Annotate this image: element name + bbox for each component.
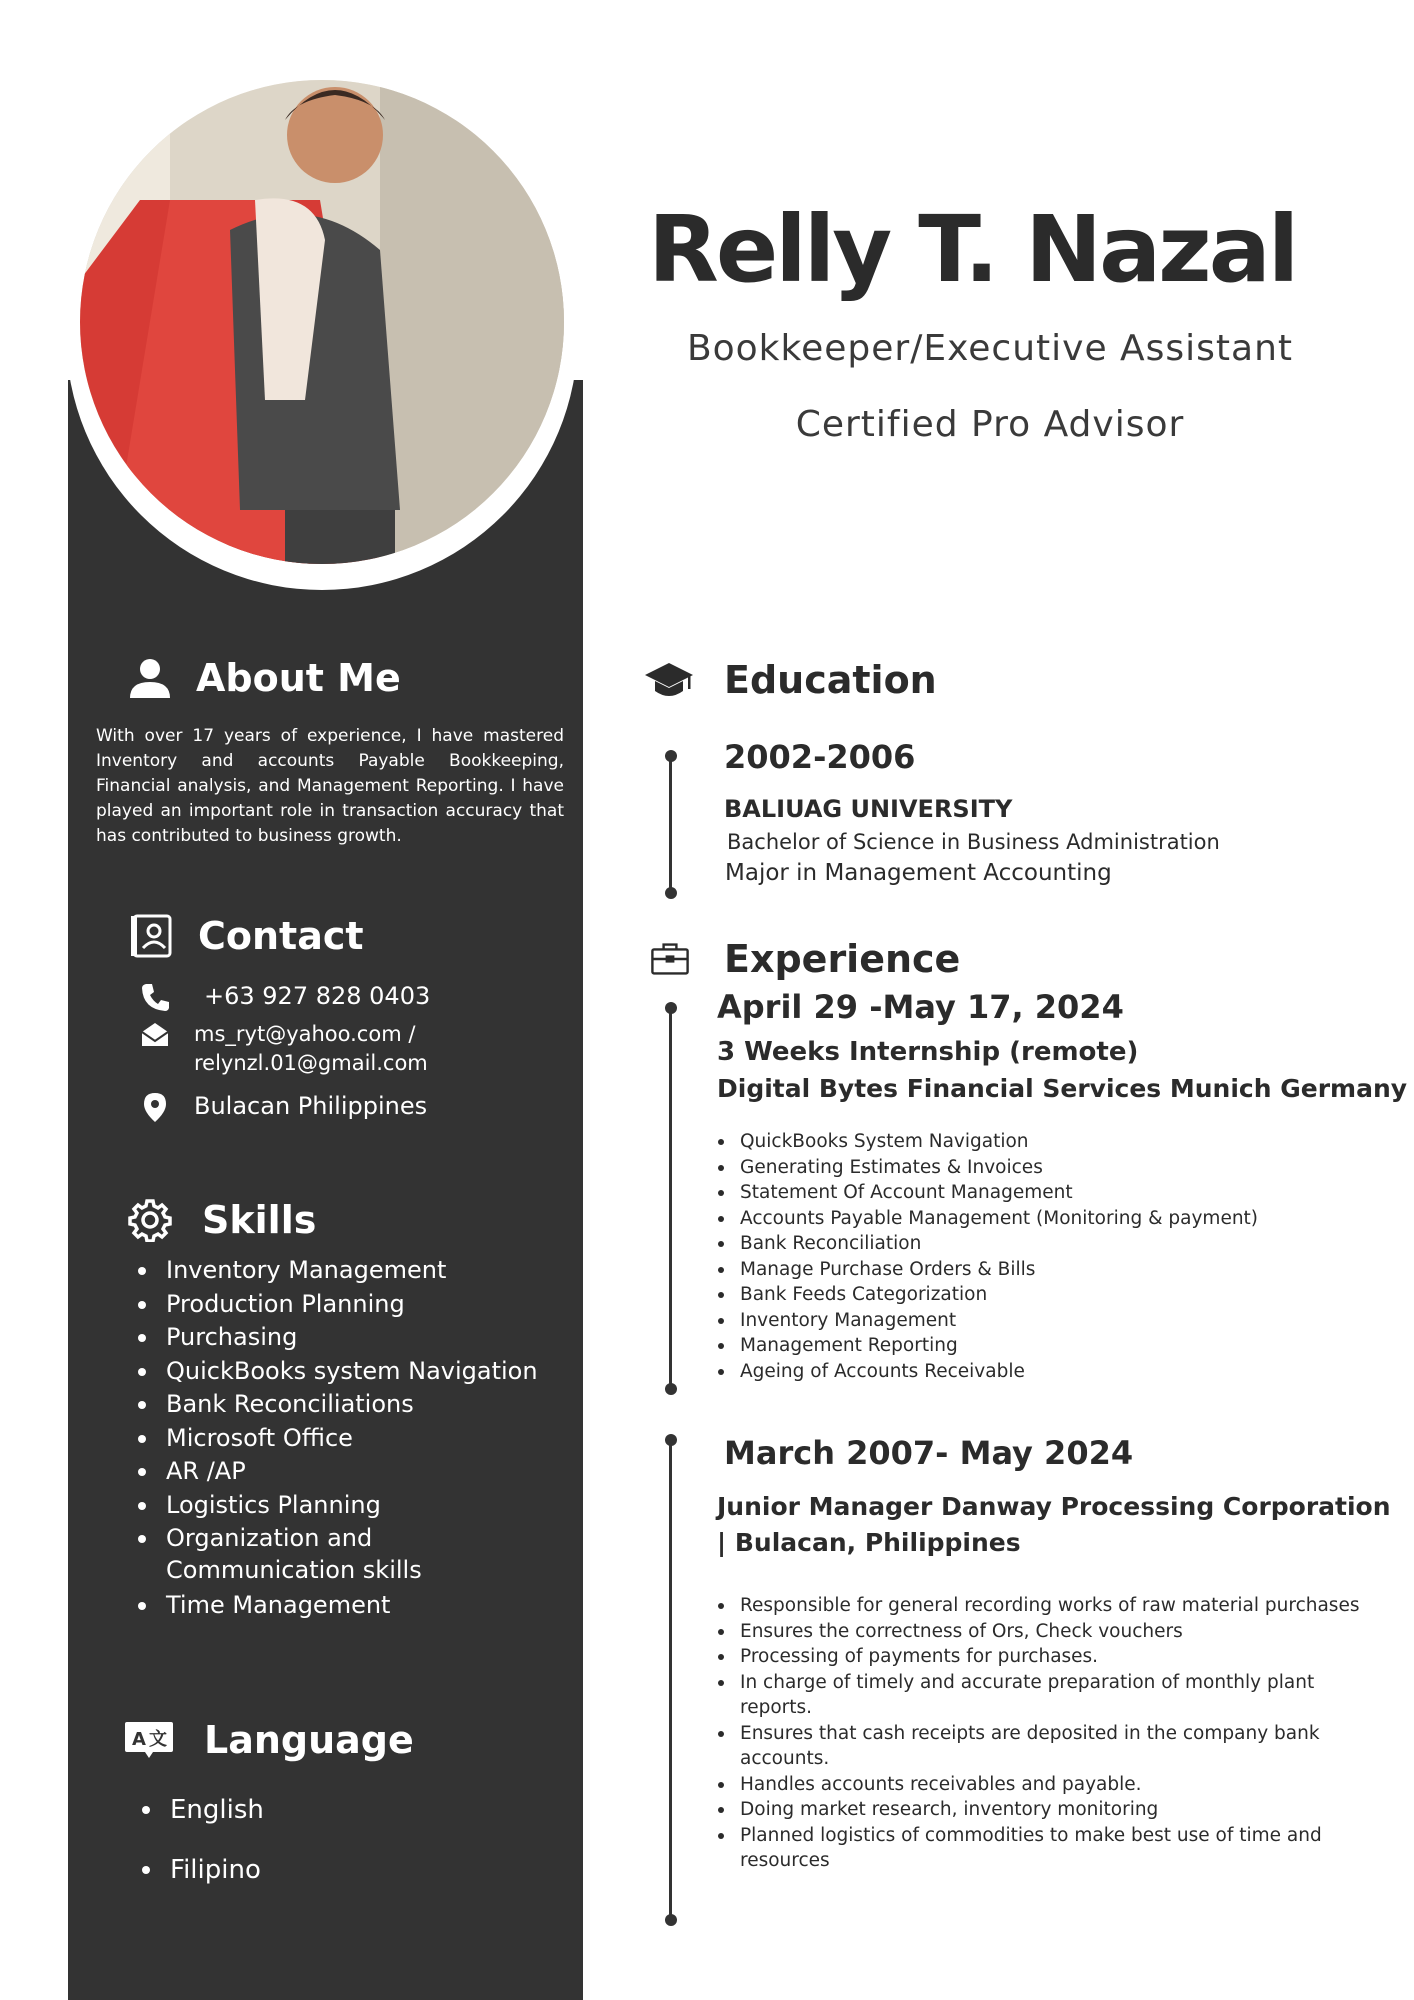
- skill-item: Logistics Planning: [130, 1489, 538, 1523]
- duty-item: Generating Estimates & Invoices: [718, 1155, 1258, 1181]
- skill-item: QuickBooks system Navigation: [130, 1355, 538, 1389]
- major: Major in Management Accounting: [725, 860, 1112, 886]
- skill-item: Microsoft Office: [130, 1422, 538, 1456]
- timeline-dot: [665, 1434, 677, 1446]
- contact-heading: Contact: [198, 914, 364, 958]
- job-dates: April 29 -May 17, 2024: [717, 988, 1124, 1026]
- job-dates: March 2007- May 2024: [724, 1434, 1134, 1472]
- phone-row: [140, 982, 430, 1012]
- duty-item: QuickBooks System Navigation: [718, 1129, 1258, 1155]
- skills-list: [130, 1254, 538, 1623]
- duty-item: Ensures the correctness of Ors, Check vouchers: [718, 1619, 1378, 1645]
- timeline-dot: [665, 1914, 677, 1926]
- certification: Certified Pro Advisor: [795, 404, 1185, 445]
- duty-item: Statement Of Account Management: [718, 1180, 1258, 1206]
- duty-item: Manage Purchase Orders & Bills: [718, 1257, 1258, 1283]
- briefcase-icon: [650, 939, 690, 979]
- skill-item: Organization and Communication skills: [130, 1522, 496, 1589]
- timeline-dot: [665, 887, 677, 899]
- education-heading-row: [644, 655, 937, 705]
- timeline-dot: [665, 750, 677, 762]
- duty-item: Processing of payments for purchases.: [718, 1644, 1378, 1670]
- experience-heading-row: [650, 937, 960, 981]
- email-primary[interactable]: ms_ryt@yahoo.com /: [194, 1022, 416, 1046]
- language-list: [134, 1790, 264, 1910]
- duty-item: In charge of timely and accurate preparation of monthly plant reports.: [718, 1670, 1378, 1721]
- about-heading-row: [128, 656, 401, 700]
- experience-heading: Experience: [724, 937, 961, 981]
- duty-item: Bank Reconciliation: [718, 1231, 1258, 1257]
- experience-timeline: [669, 1443, 672, 1921]
- school-name: BALIUAG UNIVERSITY: [724, 795, 1013, 823]
- timeline-dot: [665, 1383, 677, 1395]
- education-timeline: [669, 757, 672, 892]
- gear-icon: [128, 1198, 172, 1242]
- job-role: 3 Weeks Internship (remote): [717, 1037, 1139, 1067]
- job-location: | Bulacan, Philippines: [717, 1528, 1021, 1557]
- skill-item: AR /AP: [130, 1455, 538, 1489]
- location-row: [140, 1092, 427, 1122]
- about-text: With over 17 years of experience, I have mastered Inventory and accounts Payable Bookkeeping, Financial analysis, and Management Reporting. I have played an important role in transaction accuracy that has contributed to business growth.: [96, 726, 564, 846]
- person-name: Relly T. Nazal: [648, 196, 1297, 303]
- skill-item: Time Management: [130, 1589, 538, 1623]
- translate-icon: [124, 1718, 174, 1762]
- phone-number[interactable]: +63 927 828 0403: [204, 982, 431, 1010]
- svg-text:文: 文: [149, 1729, 167, 1750]
- duty-item: Management Reporting: [718, 1333, 1258, 1359]
- skills-heading: Skills: [202, 1198, 317, 1242]
- profile-photo: [80, 80, 564, 564]
- duty-item: Responsible for general recording works of raw material purchases: [718, 1593, 1378, 1619]
- contact-card-icon: [130, 914, 174, 958]
- skill-item: Production Planning: [130, 1288, 538, 1322]
- duty-item: Accounts Payable Management (Monitoring & payment): [718, 1206, 1258, 1232]
- email-secondary[interactable]: relynzl.01@gmail.com: [194, 1051, 428, 1075]
- language-item: English: [134, 1790, 264, 1850]
- phone-icon: [140, 982, 170, 1012]
- skill-item: Bank Reconciliations: [130, 1388, 538, 1422]
- duty-item: Doing market research, inventory monitoring: [718, 1797, 1378, 1823]
- language-heading-row: [124, 1718, 414, 1762]
- job-duties-list: [718, 1593, 1378, 1874]
- job-role: Junior Manager Danway Processing Corporation: [717, 1492, 1391, 1521]
- about-heading: About Me: [196, 656, 401, 700]
- duty-item: Ageing of Accounts Receivable: [718, 1359, 1258, 1385]
- skills-heading-row: [128, 1198, 316, 1242]
- timeline-dot: [665, 1002, 677, 1014]
- language-heading: Language: [204, 1718, 414, 1762]
- language-item: Filipino: [134, 1850, 264, 1910]
- svg-text:A: A: [132, 1729, 146, 1750]
- duty-item: Bank Feeds Categorization: [718, 1282, 1258, 1308]
- job-duties-list: [718, 1129, 1258, 1384]
- duty-item: Ensures that cash receipts are deposited in the company bank accounts.: [718, 1721, 1378, 1772]
- duty-item: Planned logistics of commodities to make best use of time and resources: [718, 1823, 1378, 1874]
- job-company: Digital Bytes Financial Services Munich Germany: [717, 1074, 1408, 1103]
- location-text: Bulacan Philippines: [194, 1092, 428, 1120]
- person-icon: [128, 656, 172, 700]
- graduation-cap-icon: [644, 655, 694, 705]
- education-years: 2002-2006: [724, 738, 916, 776]
- job-title: Bookkeeper/Executive Assistant: [686, 328, 1294, 369]
- skill-item: Inventory Management: [130, 1254, 538, 1288]
- contact-heading-row: [130, 914, 364, 958]
- skill-item: Purchasing: [130, 1321, 538, 1355]
- location-pin-icon: [140, 1092, 170, 1122]
- education-heading: Education: [724, 658, 937, 702]
- experience-timeline: [669, 1010, 672, 1388]
- email-row: [140, 1020, 428, 1078]
- mail-icon: [140, 1020, 170, 1050]
- duty-item: Inventory Management: [718, 1308, 1258, 1334]
- duty-item: Handles accounts receivables and payable.: [718, 1772, 1378, 1798]
- degree: Bachelor of Science in Business Administration: [727, 830, 1220, 854]
